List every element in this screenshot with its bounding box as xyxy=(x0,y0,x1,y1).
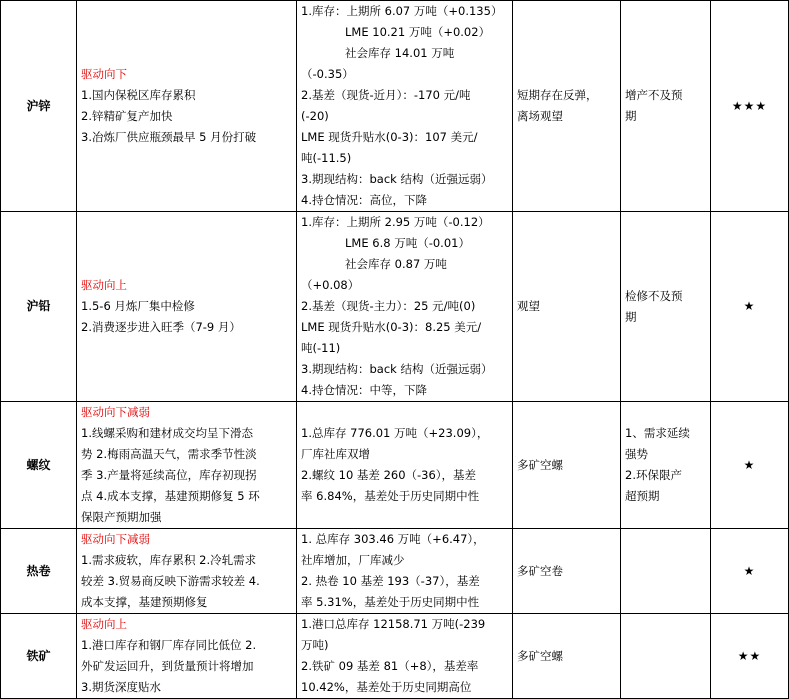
driver-line: 较差 3.贸易商反映下游需求较差 4. xyxy=(81,574,260,588)
data-line: 厂库社库双增 xyxy=(301,447,370,461)
drive-direction: 驱动向上 xyxy=(81,278,127,292)
strategy-line: 离场观望 xyxy=(517,109,563,123)
table-row xyxy=(1,614,789,699)
data-line: (-20) xyxy=(301,109,329,123)
data-line: 万吨) xyxy=(301,638,329,652)
commodity-name: 热卷 xyxy=(1,529,77,614)
rating-stars: ★★ xyxy=(711,614,789,699)
data-line: 吨(-11) xyxy=(301,341,341,355)
data-line: 吨(-11.5) xyxy=(301,151,352,165)
commodity-name: 沪铅 xyxy=(1,212,77,402)
risk-line: 2.环保限产 xyxy=(625,468,682,482)
strategy-cell xyxy=(513,402,621,529)
risk-line: 超预期 xyxy=(625,489,660,503)
risk-line: 1、需求延续 xyxy=(625,426,690,440)
driver-line: 1.港口库存和钢厂库存同比低位 2. xyxy=(81,638,257,652)
data-line: 2.螺纹 10 基差 260（-36），基差 xyxy=(301,468,477,482)
driver-line: 势 2.梅雨高温天气，需求季节性淡 xyxy=(81,447,257,461)
data-line: （+0.08） xyxy=(301,278,360,292)
data-cell xyxy=(297,614,513,699)
risk-cell xyxy=(621,212,711,402)
data-line: LME 现货升贴水(0-3)：107 美元/ xyxy=(301,130,478,144)
drive-direction: 驱动向上 xyxy=(81,617,127,631)
data-cell xyxy=(297,212,513,402)
risk-cell xyxy=(621,402,711,529)
table-row xyxy=(1,402,789,529)
driver-line: 季 3.产量将延续高位，库存初现拐 xyxy=(81,468,257,482)
data-line: 2.基差（现货-近月）：-170 元/吨 xyxy=(301,88,471,102)
driver-line: 点 4.成本支撑，基建预期修复 5 环 xyxy=(81,489,260,503)
driver-cell xyxy=(77,402,297,529)
data-line: 2.基差（现货-主力）：25 元/吨(0) xyxy=(301,299,476,313)
data-line: 率 6.84%，基差处于历史同期中性 xyxy=(301,489,480,503)
strategy-line: 多矿空螺 xyxy=(517,648,563,663)
drive-direction: 驱动向下减弱 xyxy=(81,532,150,546)
table-row xyxy=(1,1,789,212)
driver-line: 外矿发运回升，到货量预计将增加 xyxy=(81,659,254,673)
drive-direction: 驱动向下 xyxy=(81,67,127,81)
driver-cell xyxy=(77,614,297,699)
risk-cell xyxy=(621,529,711,614)
data-line: 3.期现结构：back 结构（近强远弱） xyxy=(301,362,493,376)
driver-cell xyxy=(77,1,297,212)
risk-line: 检修不及预 xyxy=(625,288,683,303)
commodity-name: 沪锌 xyxy=(1,1,77,212)
data-line: 1. 总库存 303.46 万吨（+6.47）， xyxy=(301,532,485,546)
risk-cell xyxy=(621,614,711,699)
strategy-line: 观望 xyxy=(517,299,540,313)
data-line: LME 10.21 万吨（+0.02） xyxy=(345,25,491,39)
data-line: 2.铁矿 09 基差 81（+8），基差率 xyxy=(301,659,479,673)
strategy-cell xyxy=(513,212,621,402)
driver-line: 2.消费逐步进入旺季（7-9 月） xyxy=(81,320,241,334)
commodity-name: 螺纹 xyxy=(1,402,77,529)
data-line: 社会库存 0.87 万吨 xyxy=(345,257,447,271)
data-line: （-0.35） xyxy=(301,67,354,81)
data-line: 4.持仓情况：高位，下降 xyxy=(301,193,427,207)
driver-cell xyxy=(77,529,297,614)
driver-line: 2.锌精矿复产加快 xyxy=(81,109,173,123)
driver-line: 1.线螺采购和建材成交均呈下滑态 xyxy=(81,426,253,440)
data-line: 社会库存 14.01 万吨 xyxy=(345,46,455,60)
data-line: 4.持仓情况：中等，下降 xyxy=(301,383,427,397)
data-line: 率 5.31%，基差处于历史同期中性 xyxy=(301,595,480,609)
driver-line: 保限产预期加强 xyxy=(81,510,162,524)
table-row xyxy=(1,529,789,614)
data-line: 社库增加，厂库减少 xyxy=(301,553,405,567)
driver-line: 3.冶炼厂供应瓶颈最早 5 月份打破 xyxy=(81,130,257,144)
data-cell xyxy=(297,1,513,212)
strategy-cell xyxy=(513,1,621,212)
risk-line: 期 xyxy=(625,109,637,123)
strategy-line: 短期存在反弹， xyxy=(517,88,598,102)
data-line: 1.库存：上期所 2.95 万吨（-0.12） xyxy=(301,215,490,229)
drive-direction: 驱动向下减弱 xyxy=(81,405,150,419)
driver-line: 3.期货深度贴水 xyxy=(81,680,161,694)
risk-line: 期 xyxy=(625,309,637,324)
driver-cell xyxy=(77,212,297,402)
data-line: LME 现货升贴水(0-3)：8.25 美元/ xyxy=(301,320,482,334)
table-row xyxy=(1,212,789,402)
risk-cell xyxy=(621,1,711,212)
data-line: LME 6.8 万吨（-0.01） xyxy=(345,236,470,250)
strategy-line: 多矿空卷 xyxy=(517,563,563,578)
data-line: 1.港口总库存 12158.71 万吨(-239 xyxy=(301,617,486,631)
driver-line: 1.国内保税区库存累积 xyxy=(81,88,196,102)
risk-line: 强势 xyxy=(625,447,648,461)
data-line: 1.总库存 776.01 万吨（+23.09）， xyxy=(301,426,489,440)
risk-line: 增产不及预 xyxy=(625,88,683,102)
rating-stars: ★ xyxy=(711,212,789,402)
data-line: 10.42%，基差处于历史同期高位 xyxy=(301,680,472,694)
data-line: 1.库存：上期所 6.07 万吨（+0.135） xyxy=(301,4,503,18)
driver-line: 1.需求疲软，库存累积 2.冷轧需求 xyxy=(81,553,257,567)
data-cell xyxy=(297,529,513,614)
data-cell xyxy=(297,402,513,529)
rating-stars: ★ xyxy=(711,402,789,529)
driver-line: 成本支撑，基建预期修复 xyxy=(81,595,208,609)
driver-line: 1.5-6 月炼厂集中检修 xyxy=(81,299,195,313)
strategy-cell xyxy=(513,614,621,699)
strategy-line: 多矿空螺 xyxy=(517,457,563,472)
data-line: 2. 热卷 10 基差 193（-37），基差 xyxy=(301,574,480,588)
strategy-cell xyxy=(513,529,621,614)
rating-stars: ★★★ xyxy=(711,1,789,212)
rating-stars: ★ xyxy=(711,529,789,614)
data-line: 3.期现结构：back 结构（近强远弱） xyxy=(301,172,493,186)
commodity-name: 铁矿 xyxy=(1,614,77,699)
